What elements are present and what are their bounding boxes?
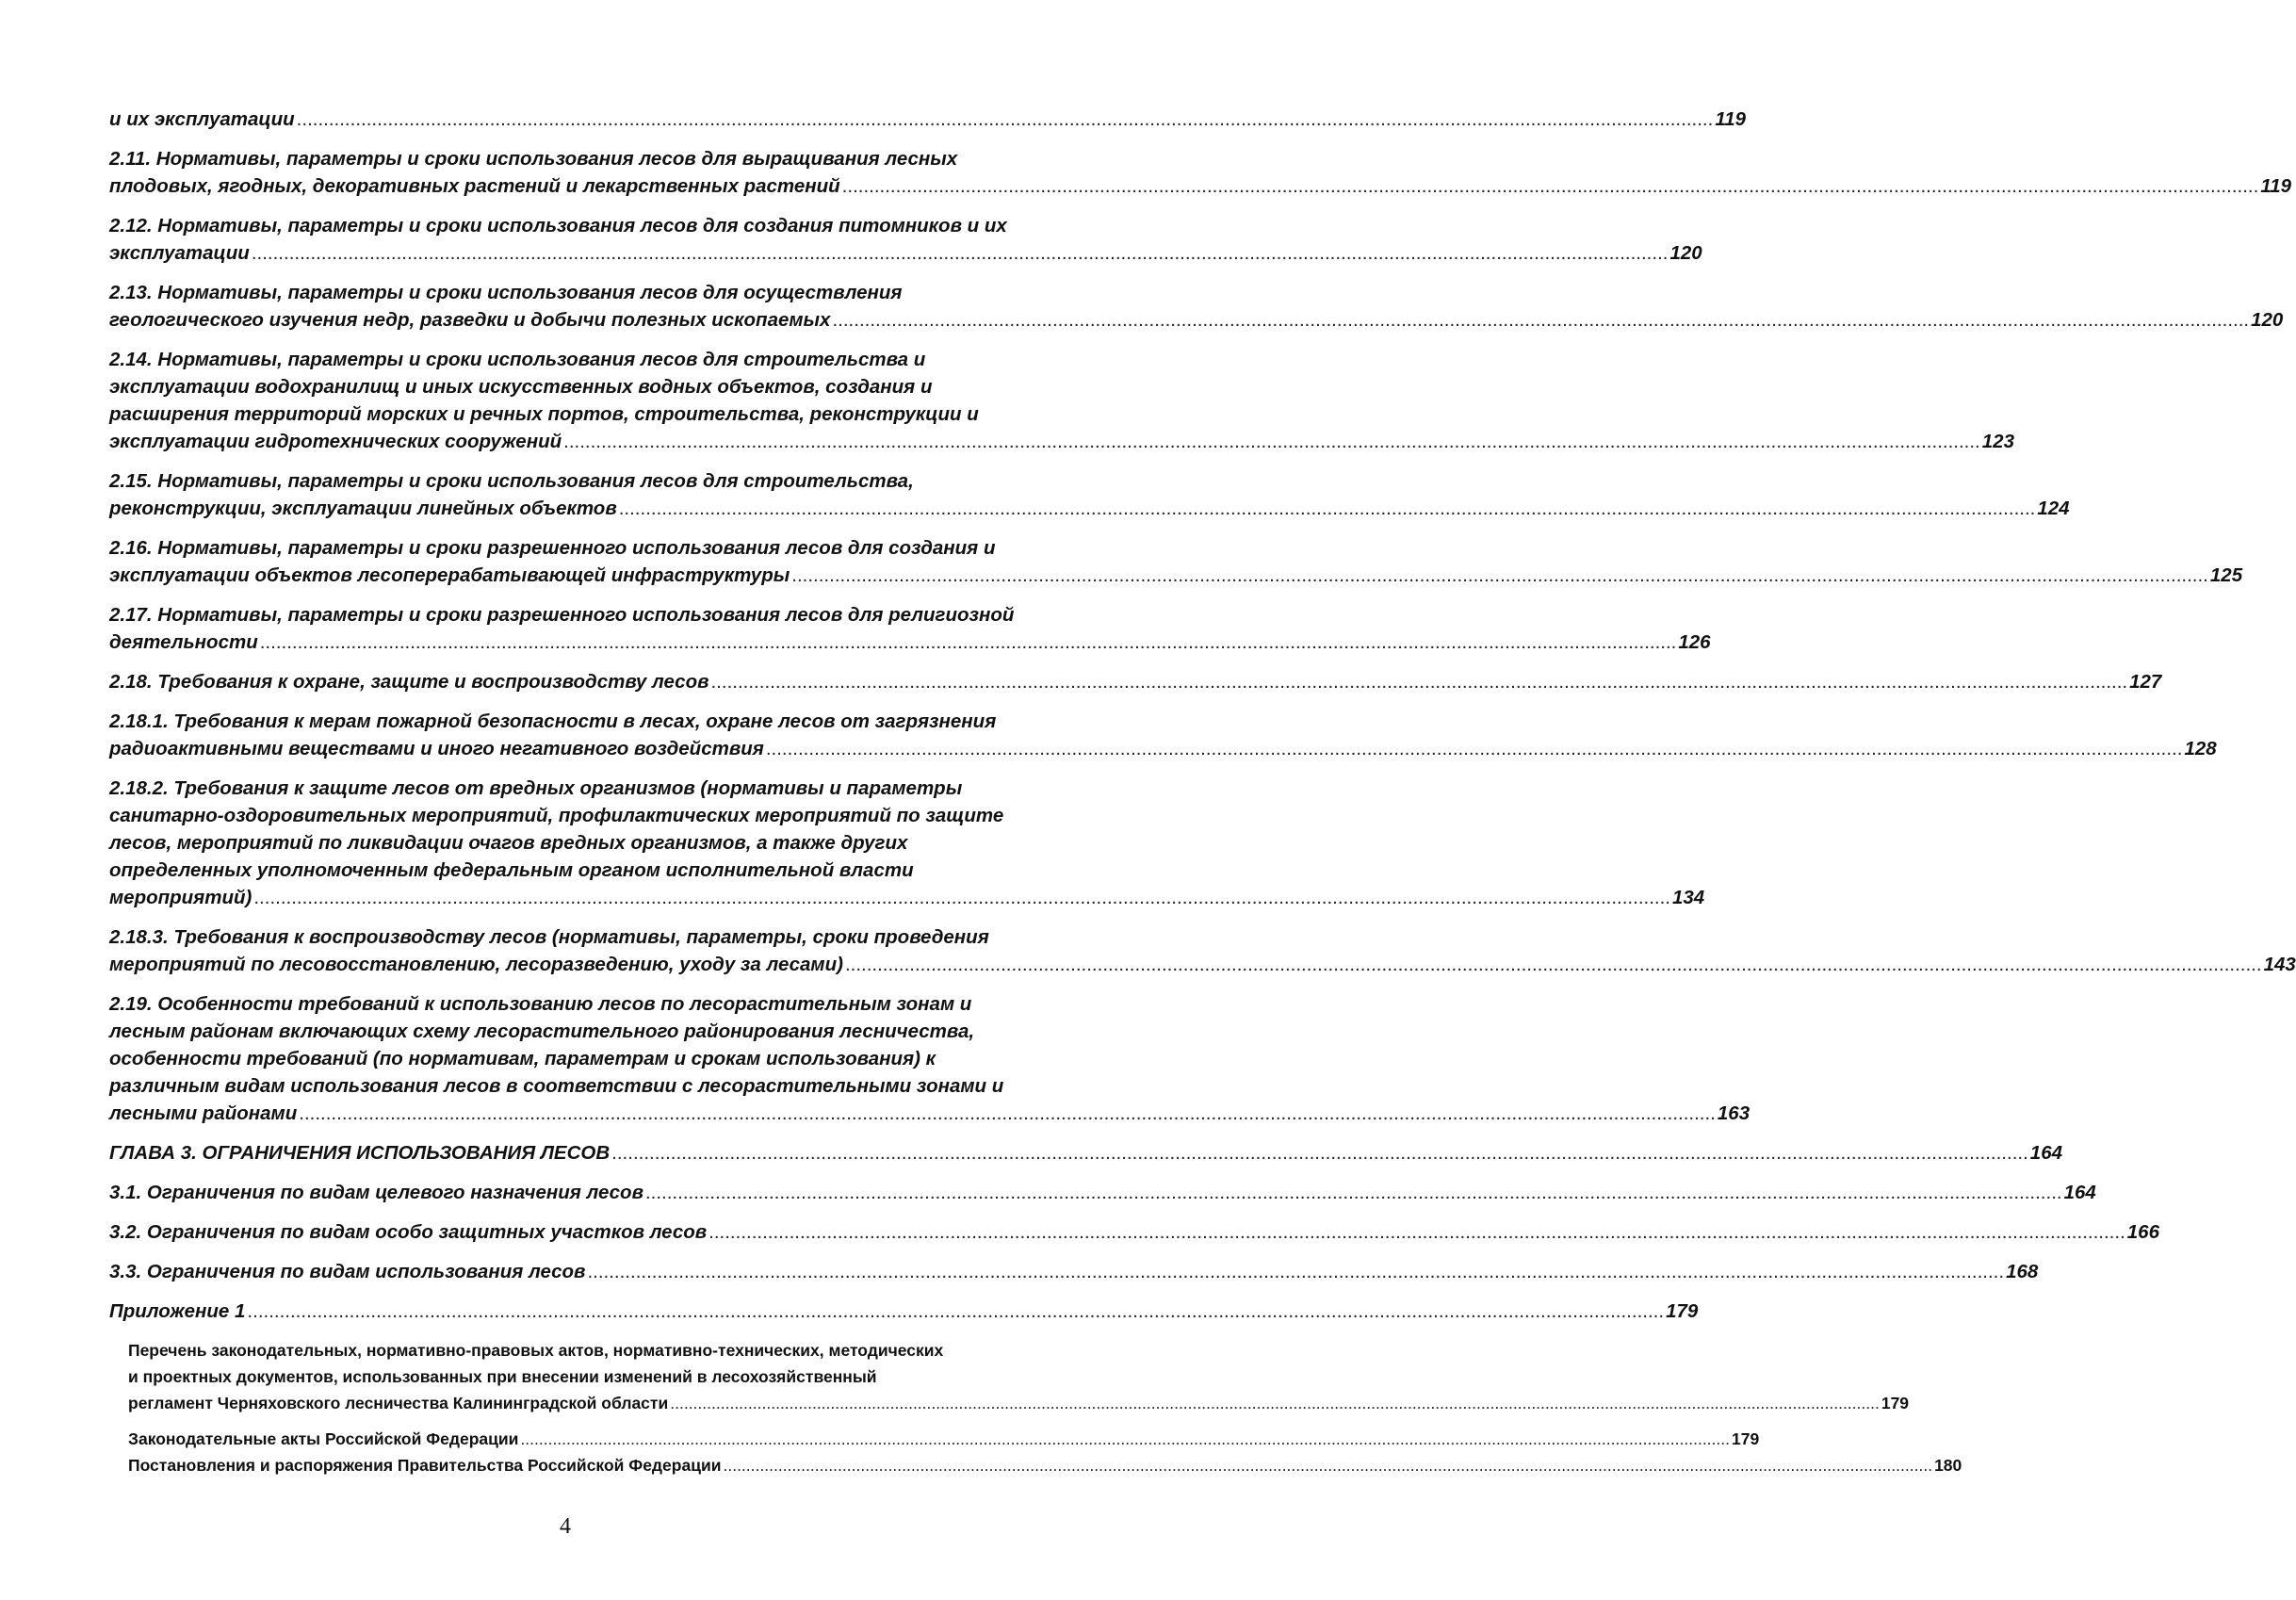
toc-entry-title: эксплуатации гидротехнических сооружений [109, 431, 562, 452]
toc-page-number: 123 [1981, 431, 2014, 452]
toc-entry-title: геологического изучения недр, разведки и добычи полезных ископаемых [109, 309, 831, 331]
leader-dots [299, 1100, 1716, 1127]
toc-entry-title: мероприятий по лесовосстановлению, лесоразведению, уходу за лесами) [109, 954, 843, 975]
toc-entry[interactable] [109, 106, 1746, 133]
toc-subentry[interactable] [128, 1337, 1910, 1416]
toc-page-number: 120 [1669, 242, 1702, 264]
toc-entry[interactable] [109, 534, 2243, 589]
toc-entry[interactable] [109, 145, 2291, 200]
toc-entry-title: плодовых, ягодных, декоративных растений и лекарственных растений [109, 175, 840, 197]
toc-subentry[interactable] [128, 1452, 1962, 1478]
toc-entry[interactable] [109, 1139, 2063, 1167]
toc-page-number: 124 [2037, 498, 2070, 519]
toc-page-number: 164 [2063, 1182, 2096, 1203]
leader-dots [710, 668, 2127, 695]
toc-page-number: 163 [1717, 1102, 1750, 1124]
toc-entry[interactable] [109, 923, 2296, 978]
toc-entry-title: 2.18. Требования к охране, защите и воспроизводству лесов [109, 671, 709, 693]
toc-entry-line: 2.12. Нормативы, параметры и сроки использования лесов для создания питомников и их [109, 215, 1007, 237]
leader-dots [670, 1390, 1880, 1416]
leader-dots [619, 495, 2036, 522]
leader-dots [611, 1139, 2028, 1167]
toc-page-number: 134 [1672, 887, 1705, 908]
toc-entry[interactable] [109, 668, 2162, 695]
leader-dots [832, 306, 2249, 334]
toc-entry-title: регламент Черняховского лесничества Калининградской области [128, 1394, 669, 1412]
toc-entry-title: эксплуатации [109, 242, 250, 264]
toc-entry-title: Приложение 1 [109, 1300, 246, 1322]
leader-dots [791, 562, 2208, 589]
toc-page-number: 179 [1732, 1429, 1760, 1448]
toc-entry-line: особенности требований (по нормативам, параметрам и срокам использования) к [109, 1048, 936, 1069]
toc-page-number: 168 [2006, 1261, 2039, 1282]
toc-entry-line: и проектных документов, использованных при внесении изменений в лесохозяйственный [128, 1367, 877, 1386]
toc-entry[interactable] [109, 708, 2217, 762]
toc-page-number: 128 [2184, 738, 2217, 759]
toc-entry-line: 2.16. Нормативы, параметры и сроки разрешенного использования лесов для создания и [109, 537, 996, 559]
toc-entry-title: 3.1. Ограничения по видам целевого назначения лесов [109, 1182, 643, 1203]
toc-entry-title: радиоактивными веществами и иного негативного воздействия [109, 738, 764, 759]
leader-dots [645, 1179, 2062, 1206]
toc-entry[interactable] [109, 212, 1702, 267]
toc-entry-line: санитарно-оздоровительных мероприятий, профилактических мероприятий по защите [109, 805, 1004, 826]
leader-dots [563, 428, 1980, 455]
page-number: 4 [560, 1514, 571, 1539]
toc-page-number: 125 [2209, 564, 2243, 586]
toc-entry-line: 2.18.3. Требования к воспроизводству лесов (нормативы, параметры, сроки проведения [109, 926, 989, 948]
leader-dots [252, 239, 1669, 267]
toc-entry-line: расширения территорий морских и речных портов, строительства, реконструкции и [109, 403, 979, 425]
toc-entry[interactable] [109, 1179, 2096, 1206]
toc-entry[interactable] [109, 775, 1705, 911]
toc-entry-title: Законодательные акты Российской Федерации [128, 1429, 519, 1448]
toc-page-number: 179 [1666, 1300, 1699, 1322]
toc-entry-title: мероприятий) [109, 887, 252, 908]
toc-entry-line: различным видам использования лесов в соответствии с лесорастительными зонами и [109, 1075, 1004, 1097]
toc-entry-title: и их эксплуатации [109, 108, 295, 130]
toc-entry-line: 2.18.1. Требования к мерам пожарной безопасности в лесах, охране лесов от загрязнения [109, 710, 997, 732]
toc-entry[interactable] [109, 990, 1750, 1127]
toc-page-number: 120 [2251, 309, 2284, 331]
toc-entry-line: эксплуатации водохранилищ и иных искусственных водных объектов, создания и [109, 376, 933, 398]
leader-dots [766, 735, 2183, 762]
toc-entry-title: реконструкции, эксплуатации линейных объектов [109, 498, 617, 519]
toc-entry-line: 2.15. Нормативы, параметры и сроки использования лесов для строительства, [109, 470, 914, 492]
toc-page-number: 119 [2260, 175, 2291, 197]
toc-page-number: 126 [1678, 631, 1711, 653]
toc-entry-line: определенных уполномоченным федеральным органом исполнительной власти [109, 859, 914, 881]
toc-page-number: 166 [2126, 1221, 2159, 1243]
leader-dots [708, 1218, 2125, 1246]
toc-entry-title: эксплуатации объектов лесоперерабатывающей инфраструктуры [109, 564, 790, 586]
toc-subentry[interactable] [128, 1426, 1760, 1452]
toc-entry-title: Постановления и распоряжения Правительства Российской Федерации [128, 1456, 722, 1475]
toc-entry-title: ГЛАВА 3. ОГРАНИЧЕНИЯ ИСПОЛЬЗОВАНИЯ ЛЕСОВ [109, 1142, 611, 1164]
leader-dots [723, 1452, 1932, 1478]
toc-entry-title: 3.2. Ограничения по видам особо защитных участков лесов [109, 1221, 708, 1243]
toc-page-number: 143 [2263, 954, 2296, 975]
toc-entry-line: лесов, мероприятий по ликвидации очагов вредных организмов, а также других [109, 832, 908, 854]
toc-entry[interactable] [109, 279, 2284, 334]
toc-page-number: 127 [2129, 671, 2162, 693]
toc-page-number: 180 [1934, 1456, 1962, 1475]
toc-entry[interactable] [109, 467, 2070, 522]
leader-dots [297, 106, 1714, 133]
toc-entry-title: лесными районами [109, 1102, 298, 1124]
toc-page-number: 119 [1715, 108, 1746, 130]
toc-entry-line: лесным районам включающих схему лесорастительного районирования лесничества, [109, 1020, 975, 1042]
leader-dots [520, 1426, 1730, 1452]
toc-entry[interactable] [109, 346, 2014, 455]
table-of-contents [109, 106, 2296, 1478]
leader-dots [587, 1258, 2004, 1285]
leader-dots [260, 629, 1677, 656]
toc-entry-line: 2.19. Особенности требований к использованию лесов по лесорастительным зонам и [109, 993, 972, 1015]
toc-page-number: 179 [1881, 1394, 1910, 1412]
leader-dots [842, 172, 2259, 200]
toc-entry-line: 2.11. Нормативы, параметры и сроки использования лесов для выращивания лесных [109, 148, 958, 170]
toc-entry-line: 2.18.2. Требования к защите лесов от вредных организмов (нормативы и параметры [109, 777, 963, 799]
leader-dots [845, 951, 2262, 978]
leader-dots [247, 1298, 1664, 1325]
toc-entry-line: Перечень законодательных, нормативно-правовых актов, нормативно-технических, методических [128, 1341, 944, 1360]
toc-entry-title: деятельности [109, 631, 258, 653]
toc-entry[interactable] [109, 1218, 2159, 1246]
toc-entry[interactable] [109, 601, 1711, 656]
toc-entry-title: 3.3. Ограничения по видам использования лесов [109, 1261, 586, 1282]
toc-entry-line: 2.13. Нормативы, параметры и сроки использования лесов для осуществления [109, 282, 903, 303]
toc-entry[interactable] [109, 1258, 2039, 1285]
toc-entry-line: 2.14. Нормативы, параметры и сроки использования лесов для строительства и [109, 349, 926, 370]
toc-entry[interactable] [109, 1298, 1699, 1325]
toc-entry-line: 2.17. Нормативы, параметры и сроки разрешенного использования лесов для религиозной [109, 604, 1015, 626]
toc-page-number: 164 [2029, 1142, 2063, 1164]
leader-dots [253, 884, 1670, 911]
